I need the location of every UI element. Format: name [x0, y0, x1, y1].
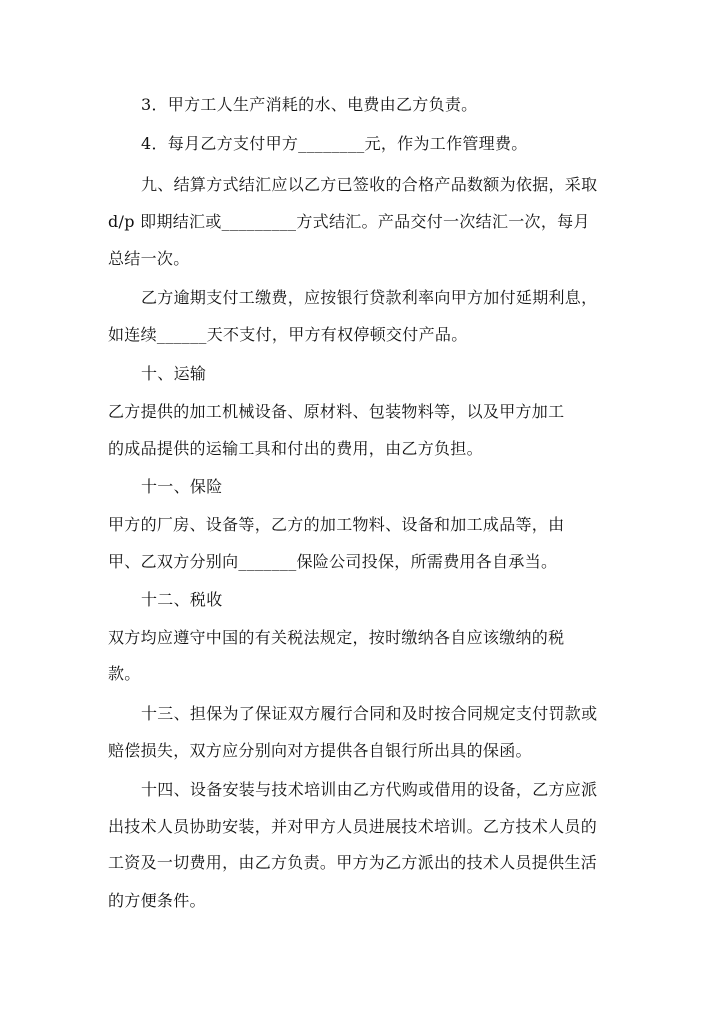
section-heading: 十、运输	[141, 364, 207, 383]
text-line: 的方便条件。	[108, 891, 206, 910]
text-line: 十三、担保为了保证双方履行合同和及时按合同规定支付罚款或	[141, 704, 598, 723]
text-line: 出技术人员协助安装，并对甲方人员进展技术培训。乙方技术人员的	[108, 817, 598, 836]
section-heading: 十二、税收	[141, 590, 223, 609]
text-line: 乙方提供的加工机械设备、原材料、包装物料等，以及甲方加工	[108, 402, 565, 421]
text-line: 总结一次。	[108, 249, 190, 268]
text-line: 3．甲方工人生产消耗的水、电费由乙方负责。	[141, 95, 478, 114]
text-line: 甲、乙双方分别向_______保险公司投保，所需费用各自承当。	[108, 552, 558, 571]
text-line: 甲方的厂房、设备等，乙方的加工物料、设备和加工成品等，由	[108, 515, 565, 534]
text-line: 的成品提供的运输工具和付出的费用，由乙方负担。	[108, 439, 483, 458]
text-line: 九、结算方式结汇应以乙方已签收的合格产品数额为依据，采取	[141, 175, 598, 194]
text-line: 赔偿损失，双方应分别向对方提供各自银行所出具的保函。	[108, 741, 532, 760]
text-line: 如连续______天不支付，甲方有权停顿交付产品。	[108, 325, 468, 344]
text-line: 双方均应遵守中国的有关税法规定，按时缴纳各自应该缴纳的税	[108, 628, 565, 647]
text-line: 乙方逾期支付工缴费，应按银行贷款利率向甲方加付延期利息，	[141, 288, 598, 307]
text-line: d/p 即期结汇或_________方式结汇。产品交付一次结汇一次，每月	[108, 212, 590, 231]
text-line: 4．每月乙方支付甲方________元，作为工作管理费。	[141, 134, 528, 153]
text-line: 工资及一切费用，由乙方负责。甲方为乙方派出的技术人员提供生活	[108, 853, 598, 872]
text-line: 款。	[108, 664, 141, 683]
text-line: 十四、设备安装与技术培训由乙方代购或借用的设备，乙方应派	[141, 780, 598, 799]
section-heading: 十一、保险	[141, 477, 223, 496]
